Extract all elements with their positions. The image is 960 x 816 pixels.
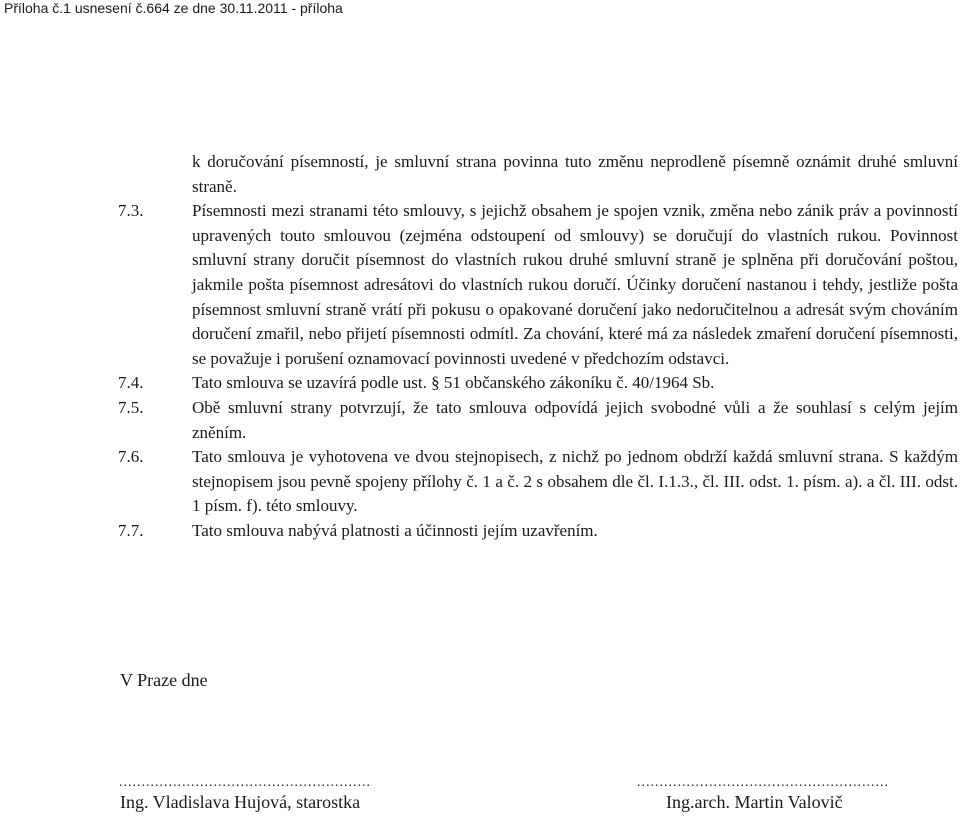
page-header: Příloha č.1 usnesení č.664 ze dne 30.11.2011 - příloha: [4, 0, 343, 16]
section-7-6: [118, 445, 960, 519]
section-number: 7.5.: [118, 397, 144, 417]
section-text: Obě smluvní strany potvrzují, že tato smlouva odpovídá jejich svobodné vůli a že souhlasí s celým jejím zněním.: [192, 397, 958, 442]
signatory-right: Ing.arch. Martin Valovič: [666, 792, 843, 812]
section-text: Tato smlouva nabývá platnosti a účinnosti jejím uzavřením.: [192, 520, 598, 540]
section-number: 7.6.: [118, 447, 144, 467]
intro-text: k doručování písemností, je smluvní strana povinna tuto změnu neprodleně písemně oznámit druhé smluvní straně.: [192, 152, 958, 196]
section-text: Tato smlouva je vyhotovena ve dvou stejnopisech, z nichž po jednom obdrží každá smluvní strana. S každým stejnopisem jsou pevně spojeny přílohy č. 1 a č. 2 s obsahem dle čl. I.1.3., čl. III. odst. 1. písm. a). a čl. III. odst. 1 písm. f). této smlouvy.: [192, 447, 958, 516]
signatory-left: Ing. Vladislava Hujová, starostka: [120, 792, 361, 812]
section-7-3: [118, 199, 960, 371]
document-body: [118, 150, 960, 544]
intro-paragraph: [118, 150, 960, 199]
section-text: Tato smlouva se uzavírá podle ust. § 51 občanského zákoníku č. 40/1964 Sb.: [192, 373, 715, 393]
section-7-7: [118, 519, 960, 544]
section-text: Písemnosti mezi stranami této smlouvy, s jejichž obsahem je spojen vznik, změna nebo zánik práv a povinností upravených touto smlouvou (zejména odstoupení od smlouvy) se doručují do vlastních rukou. Povinnost smluvní strany doručit písemnost do vlastních rukou druhé smluvní straně je splněna při doručování poštou, jakmile pošta písemnost adresátovi do vlastních rukou doručí. Účinky doručení nastanou i tehdy, jestliže pošta písemnost smluvní straně vrátí při pokusu o opakované doručení jako nedoručitelnou a adresát svým chováním doručení zmařil, nebo přijetí písemnosti odmítl. Za chování, které má za následek zmaření doručení písemnosti, se považuje i porušení oznamovací povinnosti uvedené v předchozím odstavci.: [192, 201, 958, 368]
signature-line-right: ........................................................: [637, 775, 889, 790]
section-number: 7.3.: [118, 201, 144, 221]
section-number: 7.7.: [118, 520, 144, 540]
place-date-line: V Praze dne: [120, 670, 208, 690]
section-7-5: [118, 396, 960, 445]
section-7-4: [118, 371, 960, 396]
section-number: 7.4.: [118, 373, 144, 393]
signature-line-left: ........................................................: [119, 775, 371, 790]
